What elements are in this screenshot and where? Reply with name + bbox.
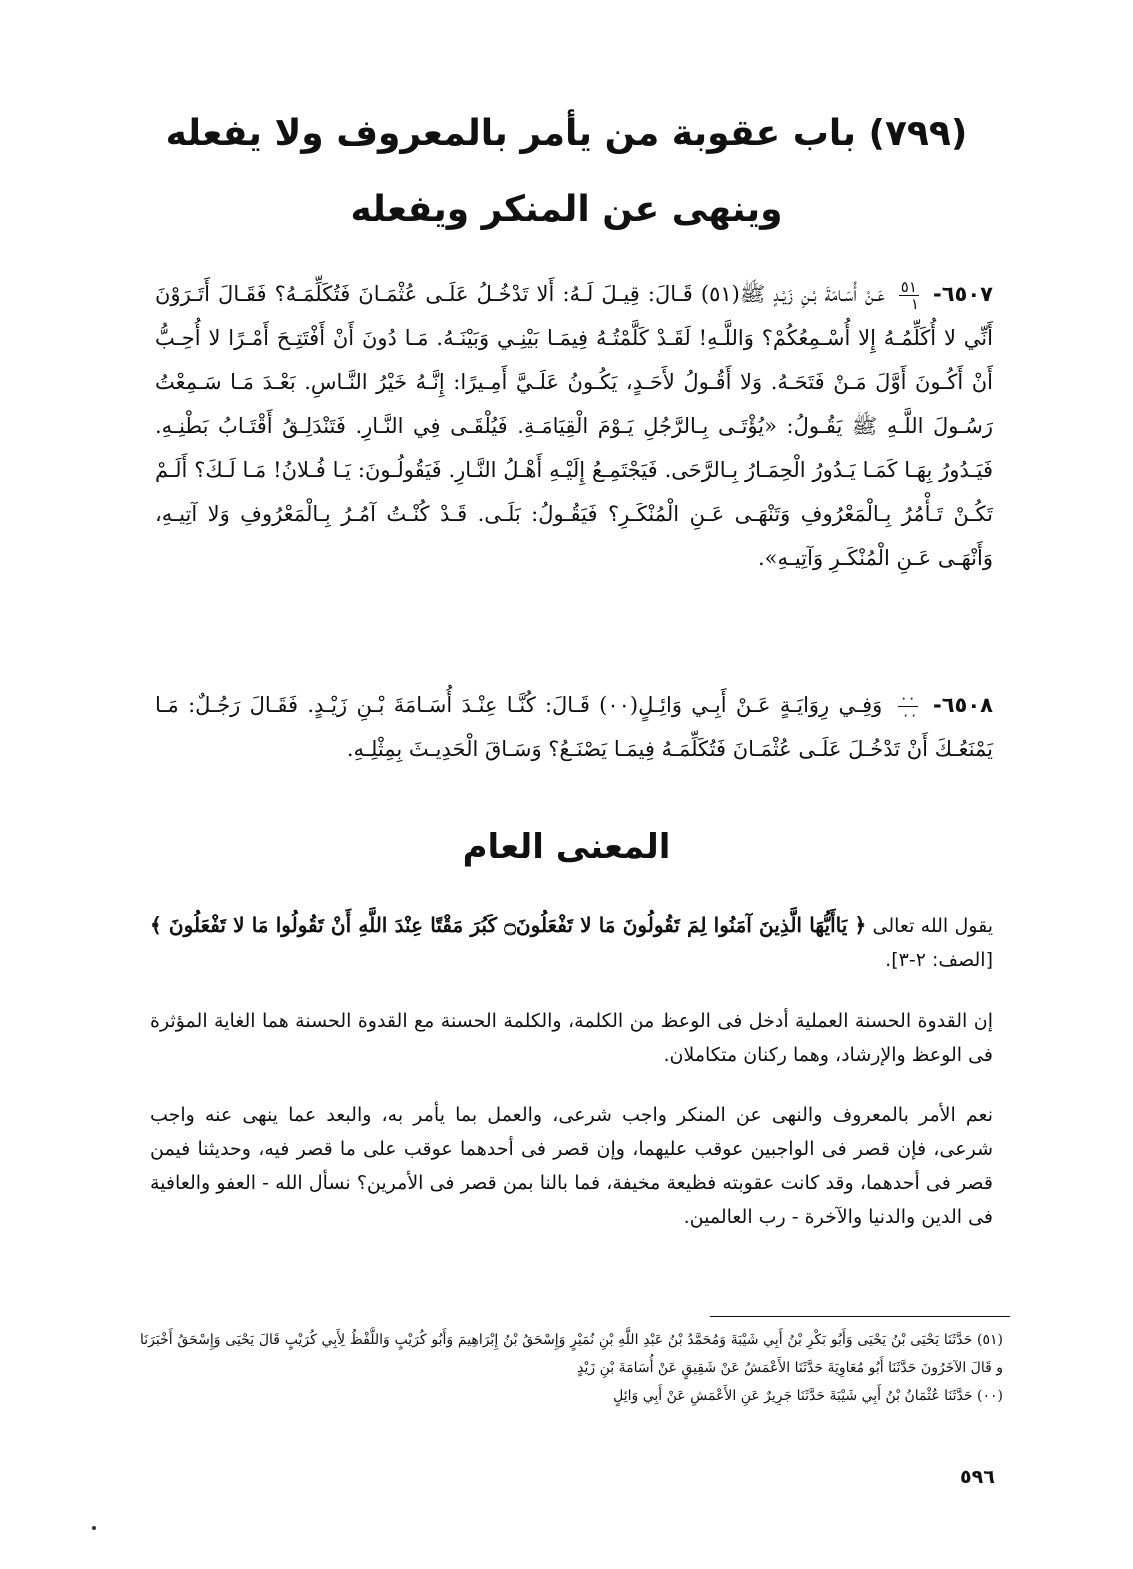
chapter-title-line-1: (٧٩٩) باب عقوبة من يأمر بالمعروف ولا يفعله [165, 113, 968, 154]
chapter-title [150, 96, 983, 248]
hadith-text: وَفِـي رِوَايَـةٍ عَـنْ أَبِـي وَائِـلٍ(٠٠) قَـالَ: كُنَّـا عِنْـدَ أُسَـامَةَ بْـنِ زَيْـدٍ. فَقَـالَ رَجُـلٌ: مَـا يَمْنَعُـكَ أَنْ تَدْخُـلَ عَلَـى عُثْمَـانَ فَتُكَلِّمَـهُ فِيمَـا يَصْنَـعُ؟ وَسَـاقَ الْحَدِيـثَ بِمِثْلِـهِ. [155, 693, 993, 761]
hadith-code [899, 279, 919, 312]
paragraph-verse [150, 908, 993, 977]
footnote-divider [710, 1316, 1010, 1317]
footnotes [140, 1326, 1003, 1410]
hadith-6507 [155, 272, 993, 580]
hadith-code [898, 690, 918, 723]
hadith-text: عَـنْ أُسَـامَةَ بْـنِ زَيْـدٍ ﷺ(٥١) قَـالَ: قِيـلَ لَـهُ: أَلا تَدْخُـلُ عَلَـى عُثْمَـانَ فَتُكَلِّمَـهُ؟ فَقَـالَ أَتَـرَوْنَ أَنِّي لا أُكَلِّمُـهُ إِلا أُسْـمِعُكُمْ؟ وَاللَّـهِ! لَقَـدْ كَلَّمْتُـهُ فِيمَـا بَيْنِـي وَبَيْنَـهُ. مَـا دُونَ أَنْ أَفْتَتِـحَ أَمْـرًا لا أُحِـبُّ أَنْ أَكُـونَ أَوَّلَ مَـنْ فَتَحَـهُ. وَلا أَقُـولُ لأَحَـدٍ، يَكُـونُ عَلَـيَّ أَمِـيرًا: إِنَّـهُ خَيْرُ النَّـاسِ. بَعْـدَ مَـا سَـمِعْتُ رَسُـولَ اللَّـهِ ﷺ يَقُـولُ: «يُؤْتَـى بِـالرَّجُلِ يَـوْمَ الْقِيَامَـةِ. فَيُلْقَـى فِي النَّـارِ. فَتَنْدَلِـقُ أَقْتَـابُ بَطْنِـهِ. فَيَـدُورُ بِهَـا كَمَـا يَـدُورُ الْحِمَـارُ بِـالرَّحَى. فَيَجْتَمِـعُ إِلَيْـهِ أَهْـلُ النَّـارِ. فَيَقُولُـونَ: يَـا فُـلانُ! مَـا لَـكَ؟ أَلَـمْ تَكُـنْ تَـأْمُرُ بِـالْمَعْرُوفِ وَتَنْهَـى عَـنِ الْمُنْكَـرِ؟ فَيَقُـولُ: بَلَـى. قَـدْ كُنْـتُ آمُـرُ بِـالْمَعْرُوفِ وَلا آتِيـهِ، وَأَنْهَـى عَـنِ الْمُنْكَـرِ وَآتِيـهِ». [155, 282, 993, 570]
hadith-code-top: ٥١ [900, 278, 917, 296]
section-heading: المعنى العام [462, 827, 671, 867]
page-number: ٥٩٦ [960, 1466, 995, 1488]
hadith-code-bottom: ٠٠ [901, 706, 918, 724]
hadith-number: ٦٥٠٨- [933, 693, 993, 717]
footnote-51: (٥١) حَدَّثَنَا يَحْيَى بْنُ يَحْيَى وَأَبُو بَكْرِ بْنُ أَبِي شَيْبَةَ وَمُحَمَّدُ بْنُ عَبْدِ اللَّهِ بْنِ نُمَيْرٍ وَإِسْحَقُ بْنُ إِبْرَاهِيمَ وَأَبُو كُرَيْبٍ وَاللَّفْظُ لِأَبِي كُرَيْبٍ قَالَ يَحْيَى وَإِسْحَقُ أَخْبَرَنَا و قَالَ الآخَرُونَ حَدَّثَنَا أَبُو مُعَاوِيَةَ حَدَّثَنَا الأَعْمَشُ عَنْ شَقِيقٍ عَنْ أُسَامَةَ بْنِ زَيْدٍ [140, 1332, 1003, 1376]
chapter-title-line-2: وينهى عن المنكر ويفعله [350, 189, 783, 230]
hadith-code-bottom: ١ [910, 295, 919, 313]
hadith-number: ٦٥٠٧- [932, 282, 993, 306]
paragraph-3: نعم الأمر بالمعروف والنهى عن المنكر واجب شرعى، والعمل بما يأمر به، والبعد عما ينهى عنه واجب شرعى، فإن قصر فى الواجبين عوقب عليهما، وإن قصر فى أحدهما عوقب على ما قصر فيه، وحديثنا فيمن قصر فى أحدهما، وقد كانت عقوبته فظيعة مخيفة، فما بالنا بمن قصر فى الأمرين؟ نسأل الله - العفو والعافية فى الدين والدنيا والآخرة - رب العالمين. [150, 1104, 993, 1228]
scan-artifact [92, 1526, 96, 1530]
verse-reference: [الصف: ٢-٣]. [885, 949, 993, 971]
paragraph-intro: يقول الله تعالى [872, 915, 993, 937]
quran-verse: ﴿ يَاأَيُّهَا الَّذِينَ آمَنُوا لِمَ تَقُولُونَ مَا لا تَفْعَلُونَ۝ كَبُرَ مَقْتًا عِنْدَ اللَّهِ أَنْ تَقُولُوا مَا لا تَفْعَلُونَ ﴾ [150, 913, 867, 937]
paragraph-2: إن القدوة الحسنة العملية أدخل فى الوعظ من الكلمة، والكلمة الحسنة مع القدوة الحسنة هما الغاية المؤثرة فى الوعظ والإرشاد، وهما ركنان متكاملان. [150, 1010, 993, 1066]
footnote-00: (٠٠) حَدَّثَنَا عُثْمَانُ بْنُ أَبِي شَيْبَةَ حَدَّثَنَا جَرِيرٌ عَنِ الأَعْمَشِ عَنْ أَبِي وَائِلٍ [613, 1388, 1003, 1404]
hadith-code-top: ٠٠ [899, 689, 916, 707]
hadith-6508 [155, 683, 993, 771]
